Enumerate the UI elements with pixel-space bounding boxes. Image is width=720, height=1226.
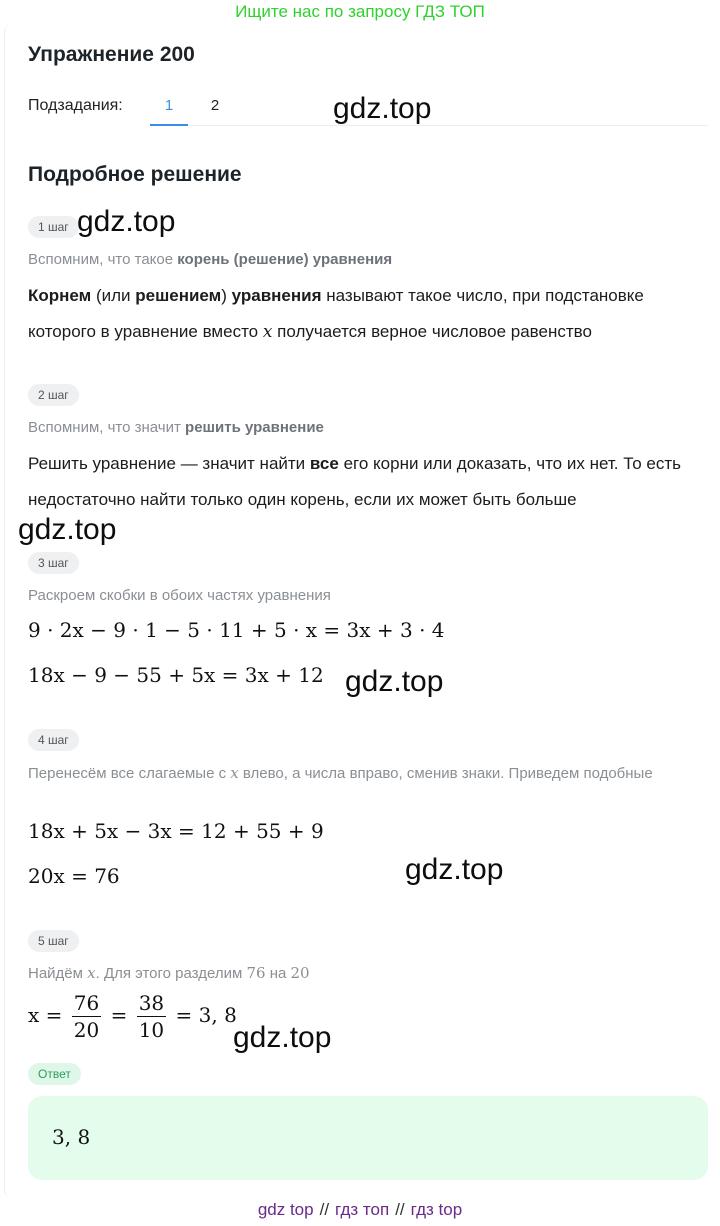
tabs-divider xyxy=(188,125,708,126)
active-tab-indicator xyxy=(150,124,188,126)
watermark: gdz.top xyxy=(18,513,117,546)
footer-separator: // xyxy=(395,1200,405,1219)
answer-value: 3, 8 xyxy=(52,1125,91,1149)
watermark: gdz.top xyxy=(405,853,504,886)
watermark: gdz.top xyxy=(233,1021,332,1054)
step-5-chip: 5 шаг xyxy=(28,930,79,952)
step-3-equation-1: 9 · 2x − 9 · 1 − 5 · 11 + 5 · x = 3x + 3 · 4 xyxy=(28,618,445,642)
step-3-hint: Раскроем скобки в обоих частях уравнения xyxy=(28,587,331,604)
fraction-76-20: $\frac{76}{20}$ xyxy=(73,991,100,1042)
exercise-title: Упражнение 200 xyxy=(28,43,195,66)
step-4-chip: 4 шаг xyxy=(28,729,79,751)
step-5-hint: Найдём x. Для этого разделим 76 на 20 xyxy=(28,964,310,982)
watermark: gdz.top xyxy=(333,92,432,125)
footer-separator: // xyxy=(319,1200,330,1219)
step-4-hint: Перенесём все слагаемые с x влево, а числа вправо, сменив знаки. Приведем подобные xyxy=(28,764,653,782)
subtasks-label: Подзадания: xyxy=(28,97,123,114)
step-1-text: Корнем (или решением) уравнения называют такое число, при подстановке которого в уравнение вместо x получается верное числовое равенство xyxy=(28,286,644,342)
footer-link-gdz-top[interactable]: gdz top xyxy=(257,1200,314,1219)
step-2-text: Решить уравнение — значит найти все его корни или доказать, что их нет. То есть недостаточно найти только один корень, если их может быть больше xyxy=(28,454,682,509)
watermark: gdz.top xyxy=(77,205,176,238)
step-4-equation-1: 18x + 5x − 3x = 12 + 55 + 9 xyxy=(28,819,324,843)
subtask-tab-1[interactable]: 1 xyxy=(164,97,174,114)
search-banner: Ищите нас по запросу ГДЗ ТОП xyxy=(235,2,485,21)
subtask-tab-2[interactable]: 2 xyxy=(210,97,220,114)
step-2-chip: 2 шаг xyxy=(28,384,79,406)
step-1-chip: 1 шаг xyxy=(28,216,79,238)
step-4-equation-2: 20x = 76 xyxy=(28,864,120,888)
step-1-hint: Вспомним, что такое корень (решение) уравнения xyxy=(28,251,393,268)
answer-box xyxy=(28,1096,708,1180)
footer-links xyxy=(0,1200,720,1220)
step-2-hint: Вспомним, что значит решить уравнение xyxy=(28,419,324,436)
watermark: gdz.top xyxy=(345,665,444,698)
footer-link-gdz-top-mixed[interactable]: гдз top xyxy=(410,1200,463,1219)
answer-chip: Ответ xyxy=(28,1063,81,1085)
step-5-equation: x = $\frac{76}{20}$ = $\frac{38}{10}$ = 3, 8 xyxy=(28,991,237,1042)
fraction-38-10: $\frac{38}{10}$ xyxy=(138,991,165,1042)
solution-heading: Подробное решение xyxy=(28,163,242,186)
footer-link-gdz-top-ru[interactable]: гдз топ xyxy=(335,1200,390,1219)
step-3-chip: 3 шаг xyxy=(28,552,79,574)
step-3-equation-2: 18x − 9 − 55 + 5x = 3x + 12 xyxy=(28,663,324,687)
